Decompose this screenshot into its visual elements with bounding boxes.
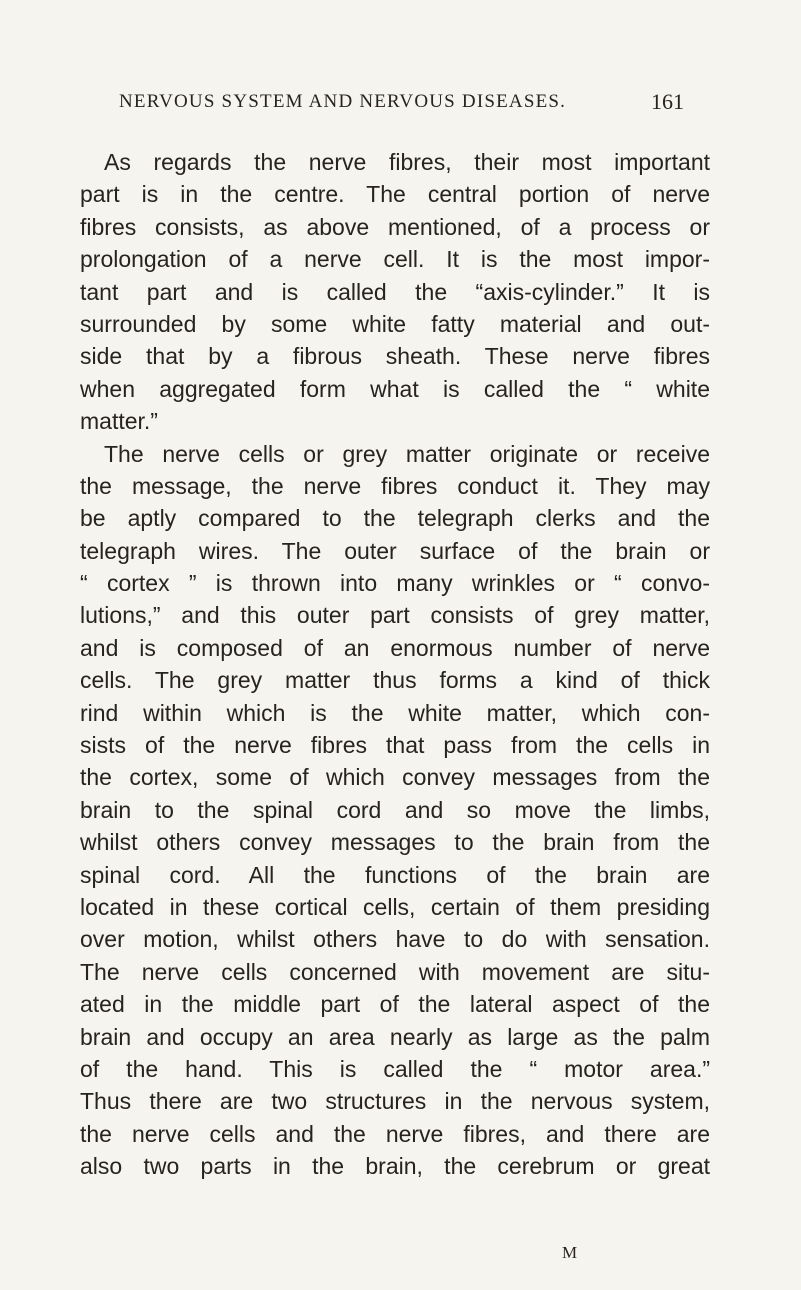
text-line: and is composed of an enormous number of nerve [80, 634, 710, 661]
text-line: the message, the nerve fibres conduct it. They may [80, 472, 710, 499]
text-line: lutions,” and this outer part consists of grey matter, [80, 602, 710, 629]
text-line: of the hand. This is called the “ motor area.” [80, 1055, 710, 1082]
text-line: spinal cord. All the functions of the brain are [80, 861, 710, 888]
text-line: ated in the middle part of the lateral aspect of the [80, 991, 710, 1018]
text-line: the nerve cells and the nerve fibres, and there are [80, 1120, 710, 1147]
text-line: brain and occupy an area nearly as large as the palm [80, 1023, 710, 1050]
text-line: matter.” [80, 408, 158, 435]
text-line: cells. The grey matter thus forms a kind of thick [80, 667, 710, 694]
text-line: be aptly compared to the telegraph clerks and the [80, 505, 710, 532]
text-line: when aggregated form what is called the “ white [80, 375, 710, 402]
text-line: the cortex, some of which convey messages from the [80, 764, 710, 791]
page-header [119, 86, 684, 118]
text-line: tant part and is called the “axis-cylinder.” It is [80, 278, 710, 305]
paragraph [80, 146, 710, 438]
paragraph [80, 438, 710, 1183]
text-line: brain to the spinal cord and so move the limbs, [80, 796, 710, 823]
text-line: over motion, whilst others have to do with sensation. [80, 926, 710, 953]
text-line: The nerve cells concerned with movement are situ- [80, 958, 710, 985]
text-line: side that by a fibrous sheath. These nerve fibres [80, 343, 710, 370]
text-line: Thus there are two structures in the nervous system, [80, 1088, 710, 1115]
text-line: part is in the centre. The central portion of nerve [80, 181, 710, 208]
text-line: located in these cortical cells, certain of them presiding [80, 893, 710, 920]
signature-mark: M [562, 1243, 579, 1262]
text-line: sists of the nerve fibres that pass from the cells in [80, 732, 710, 759]
text-line: prolongation of a nerve cell. It is the most impor- [80, 246, 710, 273]
text-line: surrounded by some white fatty material and out- [80, 310, 710, 337]
text-line: The nerve cells or grey matter originate or receive [104, 440, 710, 467]
page-number: 161 [651, 89, 684, 114]
text-line: telegraph wires. The outer surface of the brain or [80, 537, 710, 564]
running-head: NERVOUS SYSTEM AND NERVOUS DISEASES. [119, 91, 567, 112]
text-line: rind within which is the white matter, which con- [80, 699, 710, 726]
text-line: whilst others convey messages to the brain from the [80, 829, 710, 856]
text-line: also two parts in the brain, the cerebrum or great [80, 1153, 710, 1180]
text-line: “ cortex ” is thrown into many wrinkles or “ convo- [80, 570, 710, 597]
text-line: fibres consists, as above mentioned, of a process or [80, 213, 710, 240]
body-text [80, 146, 710, 1183]
text-line: As regards the nerve fibres, their most important [104, 149, 710, 175]
